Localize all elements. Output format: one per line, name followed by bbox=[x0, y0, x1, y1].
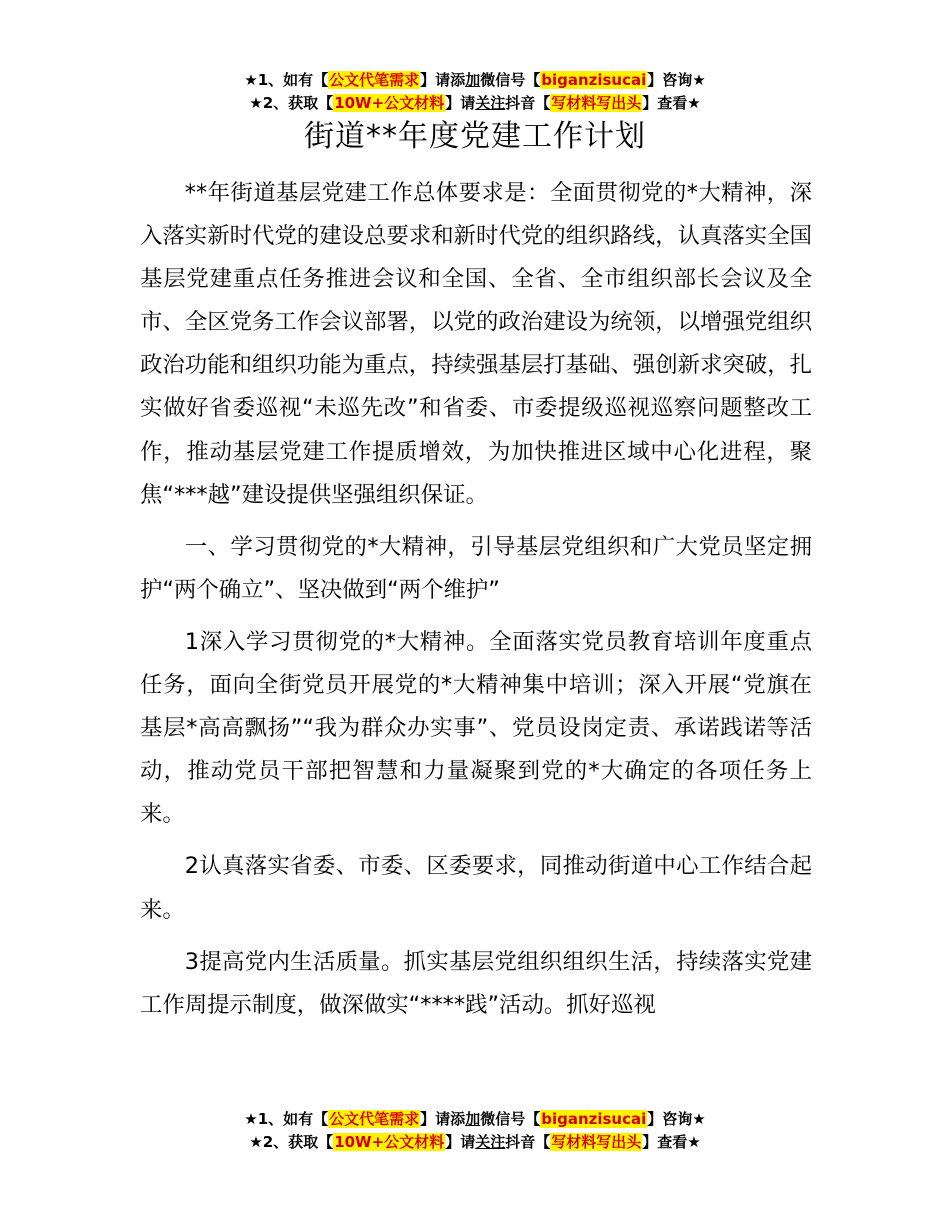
promo-line-1 bbox=[0, 69, 950, 92]
promo-text: ★2、获取【 bbox=[249, 1133, 334, 1151]
promo-highlight: 10W+公文材料 bbox=[334, 94, 445, 112]
promo-highlight: 写材料写出头 bbox=[551, 94, 642, 112]
promo-highlight: biganzisucai bbox=[541, 1110, 647, 1128]
promo-underline: 关注 bbox=[475, 94, 506, 112]
promo-highlight: 公文代笔需求 bbox=[329, 71, 420, 89]
paragraph-item-3: 3提高党内生活质量。抓实基层党组织组织生活，持续落实党建工作周提示制度，做深做实“****践”活动。抓好巡视 bbox=[140, 948, 812, 1018]
promo-highlight: 公文代笔需求 bbox=[329, 1110, 420, 1128]
promo-highlight: 10W+公文材料 bbox=[334, 1133, 445, 1151]
promo-text: 】查看★ bbox=[642, 94, 701, 112]
promo-text: ★2、获取【 bbox=[249, 94, 334, 112]
promo-text: ★1、如有【 bbox=[244, 71, 329, 89]
promo-line-2 bbox=[0, 92, 950, 115]
promo-text: 】查看★ bbox=[642, 1133, 701, 1151]
promo-text: 】咨询★ bbox=[647, 1110, 706, 1128]
promo-underline: 加 bbox=[465, 71, 481, 89]
promo-text: 抖音【 bbox=[505, 94, 551, 112]
promo-text: 】请 bbox=[445, 94, 476, 112]
promo-text: ★1、如有【 bbox=[244, 1110, 329, 1128]
promo-text: 微信号【 bbox=[480, 1110, 541, 1128]
paragraph-item-1: 1深入学习贯彻党的*大精神。全面落实党员教育培训年度重点任务，面向全街党员开展党的*大精神集中培训；深入开展“党旗在基层*高高飘扬”“我为群众办实事”、党员设岗定责、承诺践诺等活动，推动党员干部把智慧和力量凝聚到党的*大确定的各项任务上来。 bbox=[140, 628, 812, 828]
promo-banner-bottom bbox=[0, 1108, 950, 1154]
promo-underline: 关注 bbox=[475, 1133, 506, 1151]
document-body bbox=[140, 172, 812, 1036]
promo-text: 】咨询★ bbox=[647, 71, 706, 89]
promo-line-1 bbox=[0, 1108, 950, 1131]
promo-banner-top bbox=[0, 69, 950, 115]
promo-text: 】请添 bbox=[420, 71, 466, 89]
paragraph-section-1-heading: 一、学习贯彻党的*大精神，引导基层党组织和广大党员坚定拥护“两个确立”、坚决做到“两个维护” bbox=[140, 533, 812, 603]
promo-line-2 bbox=[0, 1131, 950, 1154]
promo-text: 】请 bbox=[445, 1133, 476, 1151]
paragraph-intro: **年街道基层党建工作总体要求是：全面贯彻党的*大精神，深入落实新时代党的建设总要求和新时代党的组织路线，认真落实全国基层党建重点任务推进会议和全国、全省、全市组织部长会议及全市、全区党务工作会议部署，以党的政治建设为统领，以增强党组织政治功能和组织功能为重点，持续强基层打基础、强创新求突破，扎实做好省委巡视“未巡先改”和省委、市委提级巡视巡察问题整改工作，推动基层党建工作提质增效，为加快推进区域中心化进程，聚焦“***越”建设提供坚强组织保证。 bbox=[140, 180, 812, 508]
promo-underline: 加 bbox=[465, 1110, 481, 1128]
promo-text: 微信号【 bbox=[480, 71, 541, 89]
promo-text: 】请添 bbox=[420, 1110, 466, 1128]
paragraph-item-2: 2认真落实省委、市委、区委要求，同推动街道中心工作结合起来。 bbox=[140, 853, 812, 923]
promo-highlight: biganzisucai bbox=[541, 71, 647, 89]
promo-highlight: 写材料写出头 bbox=[551, 1133, 642, 1151]
document-title: 街道**年度党建工作计划 bbox=[304, 119, 646, 154]
promo-text: 抖音【 bbox=[505, 1133, 551, 1151]
